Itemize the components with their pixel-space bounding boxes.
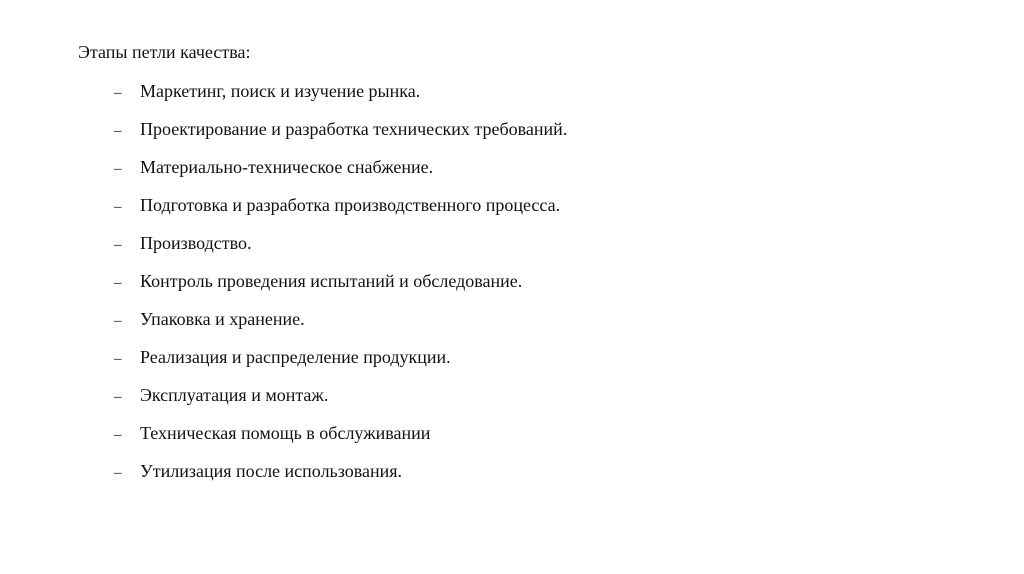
stage-item (114, 117, 567, 155)
dash-bullet-icon: – (114, 427, 122, 443)
stage-label: Упаковка и хранение. (140, 309, 305, 329)
stage-item (114, 269, 567, 307)
stage-item (114, 231, 567, 269)
stage-label: Производство. (140, 233, 252, 253)
stage-item (114, 459, 567, 497)
dash-bullet-icon: – (114, 389, 122, 405)
stage-item (114, 421, 567, 459)
stage-label: Контроль проведения испытаний и обследование. (140, 271, 523, 291)
dash-bullet-icon: – (114, 85, 122, 101)
stage-label: Подготовка и разработка производственного процесса. (140, 195, 561, 215)
stage-label: Утилизация после использования. (140, 461, 403, 481)
stage-label: Реализация и распределение продукции. (140, 347, 451, 367)
section-heading: Этапы петли качества: (78, 42, 251, 62)
stage-label: Маркетинг, поиск и изучение рынка. (140, 81, 421, 101)
stage-label: Материально-техническое снабжение. (140, 157, 434, 177)
dash-bullet-icon: – (114, 123, 122, 139)
stage-item (114, 383, 567, 421)
dash-bullet-icon: – (114, 351, 122, 367)
stage-item (114, 345, 567, 383)
stage-label: Эксплуатация и монтаж. (140, 385, 329, 405)
dash-bullet-icon: – (114, 275, 122, 291)
dash-bullet-icon: – (114, 161, 122, 177)
dash-bullet-icon: – (114, 313, 122, 329)
dash-bullet-icon: – (114, 199, 122, 215)
stage-item (114, 307, 567, 345)
dash-bullet-icon: – (114, 465, 122, 481)
quality-loop-stage-list (114, 79, 567, 497)
stage-item (114, 79, 567, 117)
dash-bullet-icon: – (114, 237, 122, 253)
stage-item (114, 155, 567, 193)
stage-item (114, 193, 567, 231)
stage-label: Техническая помощь в обслуживании (140, 423, 431, 443)
stage-label: Проектирование и разработка технических требований. (140, 119, 568, 139)
